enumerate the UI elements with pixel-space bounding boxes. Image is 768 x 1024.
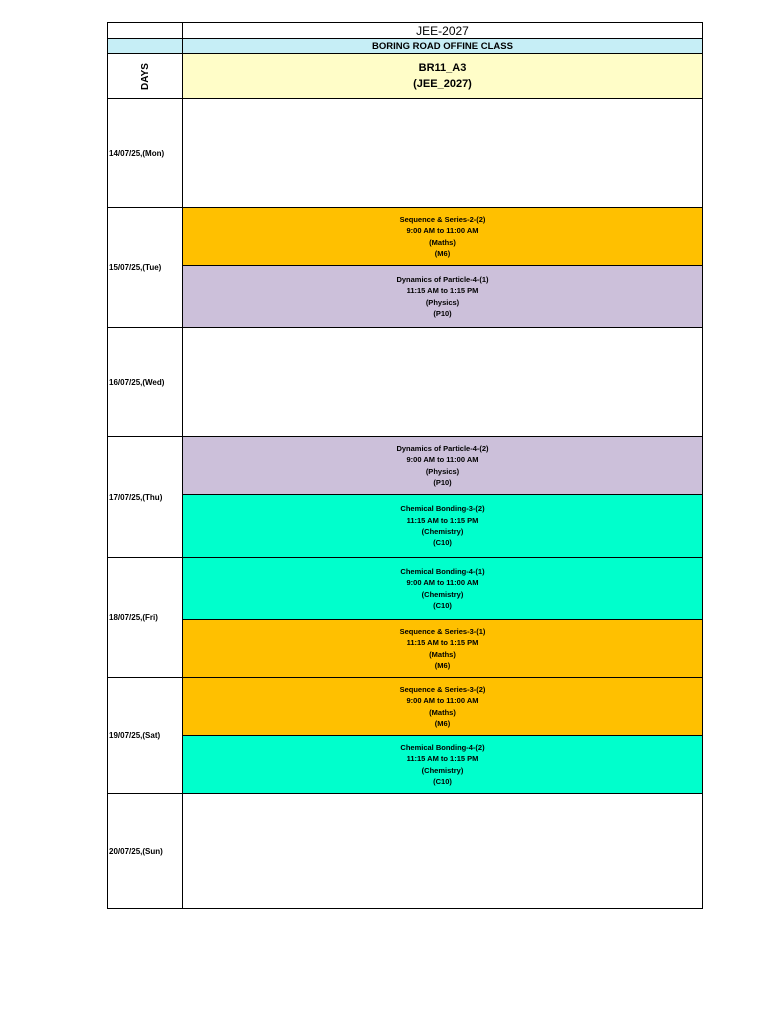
slot-subject: (Maths) <box>429 237 456 247</box>
batch-subtitle: (JEE_2027) <box>413 78 472 90</box>
class-slot-sat-2 <box>183 736 702 794</box>
slot-subject: (Physics) <box>425 466 460 476</box>
slot-code: (M6) <box>434 248 451 258</box>
timetable-sheet <box>107 22 703 909</box>
day-label-sat: 19/07/25,(Sat) <box>108 678 183 794</box>
day-label-wed: 16/07/25,(Wed) <box>108 328 183 437</box>
slot-subject: (Chemistry) <box>421 765 464 775</box>
slot-topic: Dynamics of Particle-4-(1) <box>396 274 489 284</box>
day-slots-wed-empty <box>183 328 702 437</box>
day-label-fri: 18/07/25,(Fri) <box>108 558 183 678</box>
slot-code: (M6) <box>434 660 451 670</box>
exam-title: JEE-2027 <box>183 23 702 39</box>
class-slot-tue-2 <box>183 266 702 328</box>
slot-subject: (Physics) <box>425 297 460 307</box>
slot-time: 9:00 AM to 11:00 AM <box>406 226 479 236</box>
day-label-tue: 15/07/25,(Tue) <box>108 208 183 328</box>
class-slot-fri-1 <box>183 558 702 620</box>
slot-time: 9:00 AM to 11:00 AM <box>406 696 479 706</box>
slot-time: 9:00 AM to 11:00 AM <box>406 578 479 588</box>
header-blank-band-cell <box>108 39 183 54</box>
slot-time: 11:15 AM to 1:15 PM <box>406 754 479 764</box>
slot-topic: Sequence & Series-3-(2) <box>399 684 486 694</box>
slot-subject: (Chemistry) <box>421 589 464 599</box>
slot-time: 11:15 AM to 1:15 PM <box>406 638 479 648</box>
slot-code: (C10) <box>433 776 452 786</box>
slot-code: (C10) <box>433 538 452 548</box>
slot-time: 11:15 AM to 1:15 PM <box>406 286 479 296</box>
day-slots-sun-empty <box>183 794 702 908</box>
slot-topic: Chemical Bonding-4-(2) <box>400 742 485 752</box>
slot-subject: (Chemistry) <box>421 527 464 536</box>
header-blank-cell <box>108 23 183 39</box>
slot-topic: Sequence & Series-3-(1) <box>399 626 486 636</box>
slot-time: 11:15 AM to 1:15 PM <box>406 515 479 525</box>
class-slot-sat-1 <box>183 678 702 736</box>
class-slot-tue-1 <box>183 208 702 266</box>
day-slots-mon-empty <box>183 99 702 208</box>
batch-header <box>183 54 702 99</box>
class-slot-thu-2 <box>183 495 702 558</box>
days-label: DAYS <box>139 62 151 90</box>
days-header <box>108 54 183 99</box>
slot-subject: (Maths) <box>429 649 456 659</box>
slot-code: (P10) <box>433 308 452 318</box>
day-label-sun: 20/07/25,(Sun) <box>108 794 183 908</box>
day-label-mon: 14/07/25,(Mon) <box>108 99 183 208</box>
slot-code: (C10) <box>433 600 452 610</box>
slot-topic: Sequence & Series-2-(2) <box>399 214 486 224</box>
batch-code: BR11_A3 <box>418 62 467 74</box>
slot-topic: Chemical Bonding-4-(1) <box>400 566 485 576</box>
slot-topic: Dynamics of Particle-4-(2) <box>396 443 489 453</box>
class-slot-fri-2 <box>183 620 702 678</box>
class-slot-thu-1 <box>183 437 702 495</box>
slot-topic: Chemical Bonding-3-(2) <box>400 504 485 514</box>
center-title: BORING ROAD OFFINE CLASS <box>183 39 702 54</box>
slot-subject: (Maths) <box>429 707 456 717</box>
day-label-thu: 17/07/25,(Thu) <box>108 437 183 558</box>
slot-code: (M6) <box>434 718 451 728</box>
slot-time: 9:00 AM to 11:00 AM <box>406 455 479 465</box>
slot-code: (P10) <box>433 477 452 487</box>
